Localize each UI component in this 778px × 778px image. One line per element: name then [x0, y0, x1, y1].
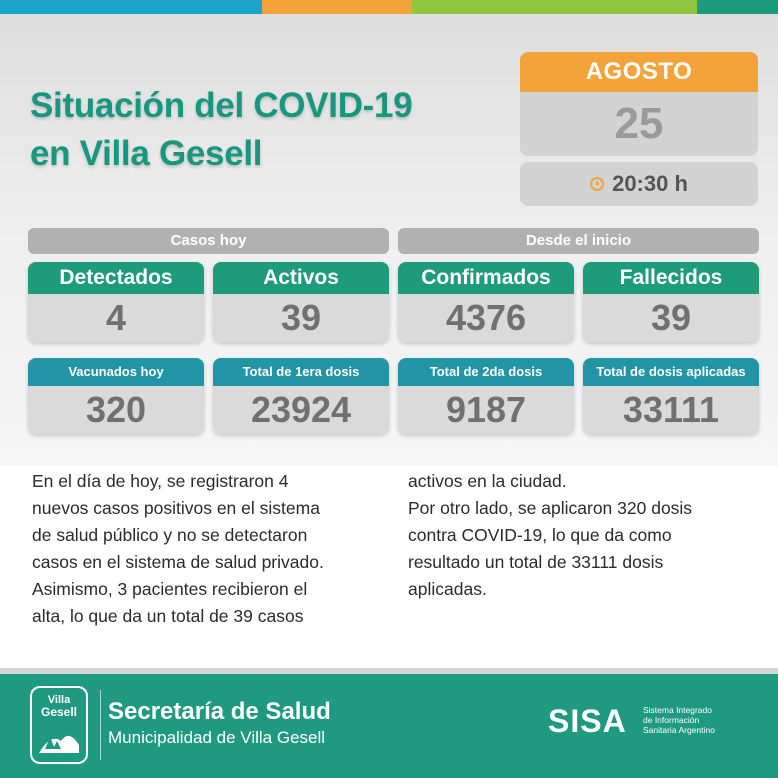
- section-casos-hoy: Casos hoy: [28, 228, 389, 254]
- stat-card-segunda-dosis: [398, 358, 574, 434]
- stat-value: 4376: [398, 294, 574, 342]
- stat-value: 33111: [583, 386, 759, 434]
- footer-divider: [100, 690, 101, 760]
- stat-label: Vacunados hoy: [28, 358, 204, 386]
- body-text-column-1: [32, 468, 382, 630]
- body-line: de salud público y no se detectaron: [32, 525, 308, 545]
- sisa-logo: SISA: [548, 703, 627, 739]
- time-box: [520, 162, 758, 206]
- body-line: En el día de hoy, se registraron 4: [32, 471, 289, 491]
- section-desde-inicio: Desde el inicio: [398, 228, 759, 254]
- stat-value: 4: [28, 294, 204, 342]
- stat-value: 9187: [398, 386, 574, 434]
- body-line: casos en el sistema de salud privado.: [32, 552, 324, 572]
- body-line: Asimismo, 3 pacientes recibieron el: [32, 579, 308, 599]
- stat-value: 320: [28, 386, 204, 434]
- body-line: aplicadas.: [408, 579, 487, 599]
- title-line-1: Situación del COVID-19: [30, 86, 413, 125]
- stat-label: Fallecidos: [583, 262, 759, 294]
- stat-label: Activos: [213, 262, 389, 294]
- body-line: resultado un total de 33111 dosis: [408, 552, 664, 572]
- dune-tree-icon: [37, 719, 81, 757]
- top-color-stripe: [0, 0, 778, 14]
- stat-card-vacunados-hoy: [28, 358, 204, 434]
- stat-card-primera-dosis: [213, 358, 389, 434]
- page-title: [30, 82, 490, 178]
- stat-card-confirmados: [398, 262, 574, 342]
- title-line-2: en Villa Gesell: [30, 134, 263, 173]
- stat-label: Confirmados: [398, 262, 574, 294]
- sisa-line: Sistema Integrado: [643, 705, 712, 715]
- date-month: AGOSTO: [520, 52, 758, 92]
- stat-value: 23924: [213, 386, 389, 434]
- villa-gesell-logo: [30, 686, 88, 764]
- body-text-column-2: [408, 468, 758, 603]
- body-line: alta, lo que da un total de 39 casos: [32, 606, 304, 626]
- logo-line-1: Villa: [47, 694, 71, 706]
- stat-label: Total de 2da dosis: [398, 358, 574, 386]
- body-line: Por otro lado, se aplicaron 320 dosis: [408, 498, 693, 518]
- org-title: Secretaría de Salud: [108, 698, 331, 725]
- stat-label: Detectados: [28, 262, 204, 294]
- body-line: contra COVID-19, lo que da como: [408, 525, 672, 545]
- logo-line-2: Gesell: [40, 705, 78, 719]
- stat-card-activos: [213, 262, 389, 342]
- stat-label: Total de dosis aplicadas: [583, 358, 759, 386]
- stat-card-fallecidos: [583, 262, 759, 342]
- stat-label: Total de 1era dosis: [213, 358, 389, 386]
- stat-value: 39: [213, 294, 389, 342]
- stat-card-dosis-aplicadas: [583, 358, 759, 434]
- clock-icon: [590, 177, 604, 191]
- stat-value: 39: [583, 294, 759, 342]
- stat-card-detectados: [28, 262, 204, 342]
- sisa-line: de Información: [643, 715, 700, 725]
- time-text: 20:30 h: [612, 171, 688, 196]
- sisa-line: Sanitaria Argentino: [643, 725, 715, 735]
- sisa-description: [643, 705, 773, 735]
- body-line: nuevos casos positivos en el sistema: [32, 498, 320, 518]
- footer-shadow: [0, 668, 778, 674]
- org-subtitle: Municipalidad de Villa Gesell: [108, 728, 326, 747]
- date-day: 25: [520, 92, 758, 156]
- body-line: activos en la ciudad.: [408, 471, 567, 491]
